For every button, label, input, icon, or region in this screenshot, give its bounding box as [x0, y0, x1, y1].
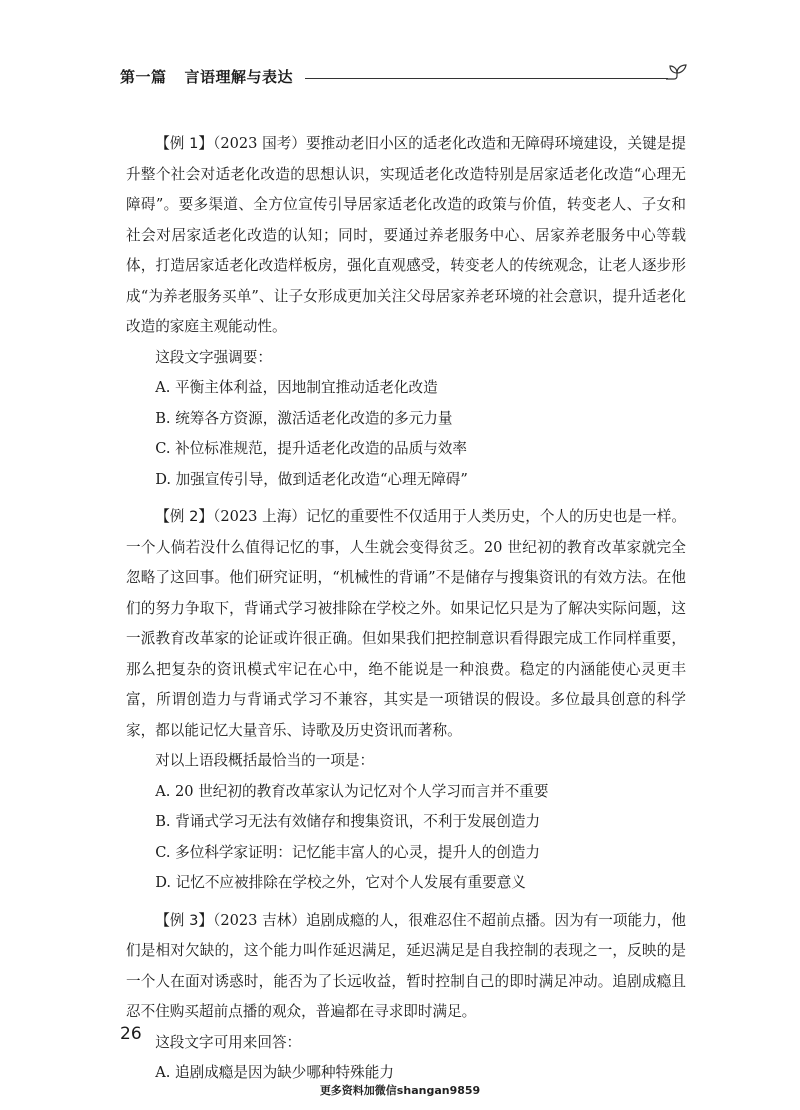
option-b: B. 统筹各方资源，激活适老化改造的多元力量 — [155, 409, 453, 427]
example-1 — [126, 129, 686, 495]
option-a: A. 追剧成瘾是因为缺少哪种特殊能力 — [155, 1064, 394, 1081]
passage-text: 追剧成瘾的人，很难忍住不超前点播。因为有一项能力，他们是相对欠缺的，这个能力叫作延迟满足，延迟满足是自我控制的表现之一，反映的是一个人在面对诱惑时，能否为了长远收益，暂时控制自己的即时满足冲动。追剧成瘾且忍不住购买超前点播的观众，普遍都在寻求即时满足。 — [126, 911, 686, 1020]
header-chapter: 言语理解与表达 — [184, 68, 294, 86]
header-rule — [305, 78, 668, 79]
example-source: （2023 上海） — [213, 508, 306, 525]
option-a: A. 20 世纪初的教育改革家认为记忆对个人学习而言并不重要 — [155, 782, 549, 800]
question-stem: 这段文字可用来回答： — [155, 1033, 302, 1051]
example-passage — [126, 129, 686, 343]
example-source: （2023 国考） — [213, 135, 306, 152]
header-part: 第一篇 — [120, 68, 167, 86]
footer-note: 更多资料加微信shangan9859 — [319, 1084, 481, 1097]
question-stem: 这段文字强调要： — [155, 348, 272, 366]
page-content — [126, 129, 686, 1096]
example-3 — [126, 906, 686, 1089]
example-source: （2023 吉林） — [213, 911, 306, 929]
question-stem: 对以上语段概括最恰当的一项是： — [155, 752, 375, 769]
option-c: C. 补位标准规范，提升适老化改造的品质与效率 — [155, 440, 467, 457]
passage-text: 要推动老旧小区的适老化改造和无障碍环境建设，关键是提升整个社会对适老化改造的思想认识，实现适老化改造特别是居家适老化改造“心理无障碍”。要多渠道、全方位宣传引导居家适老化改造的政策与价值，转变老人、子女和社会对居家适老化改造的认知；同时，要通过养老服务中心、居家养老服务中心等载体，打造居家适老化改造样板房，强化直观感受，转变老人的传统观念，让老人逐步形成“为养老服务买单”、让子女形成更加关注父母居家养老环境的社会意识，提升适老化改造的家庭主观能动性。 — [126, 135, 686, 335]
sprout-icon — [664, 62, 690, 86]
example-tag: 【例 1】 — [155, 135, 214, 152]
passage-text: 记忆的重要性不仅适用于人类历史，个人的历史也是一样。一个人倘若没什么值得记忆的事，人生就会变得贫乏。20 世纪初的教育改革家就完全忽略了这回事。他们研究证明，“机械性的背诵”不是储存与搜集资讯的有效方法。在他们的努力争取下，背诵式学习被排除在学校之外。如果记忆只是为了解决实际问题，这一派教育改革家的论证或许很正确。但如果我们把控制意识看得跟完成工作同样重要，那么把复杂的资讯模式牢记在心中，绝不能说是一种浪费。稳定的内涵能使心灵更丰富，所谓创造力与背诵式学习不兼容，其实是一项错误的假设。多位最具创意的科学家，都以能记忆大量音乐、诗歌及历史资讯而著称。 — [126, 508, 686, 739]
example-tag: 【例 2】 — [155, 508, 214, 525]
example-tag: 【例 3】 — [155, 911, 214, 929]
example-2 — [126, 502, 686, 899]
example-passage — [126, 906, 686, 1028]
option-d: D. 记忆不应被排除在学校之外，它对个人发展有重要意义 — [155, 874, 526, 891]
option-c: C. 多位科学家证明：记忆能丰富人的心灵，提升人的创造力 — [155, 843, 540, 861]
option-a: A. 平衡主体利益，因地制宜推动适老化改造 — [155, 379, 438, 396]
option-b: B. 背诵式学习无法有效储存和搜集资讯，不利于发展创造力 — [155, 813, 541, 830]
page-number: 26 — [120, 1024, 142, 1044]
running-header — [120, 62, 690, 96]
header-title — [120, 66, 293, 87]
example-passage — [126, 502, 686, 746]
option-d: D. 加强宣传引导，做到适老化改造“心理无障碍” — [155, 470, 468, 488]
